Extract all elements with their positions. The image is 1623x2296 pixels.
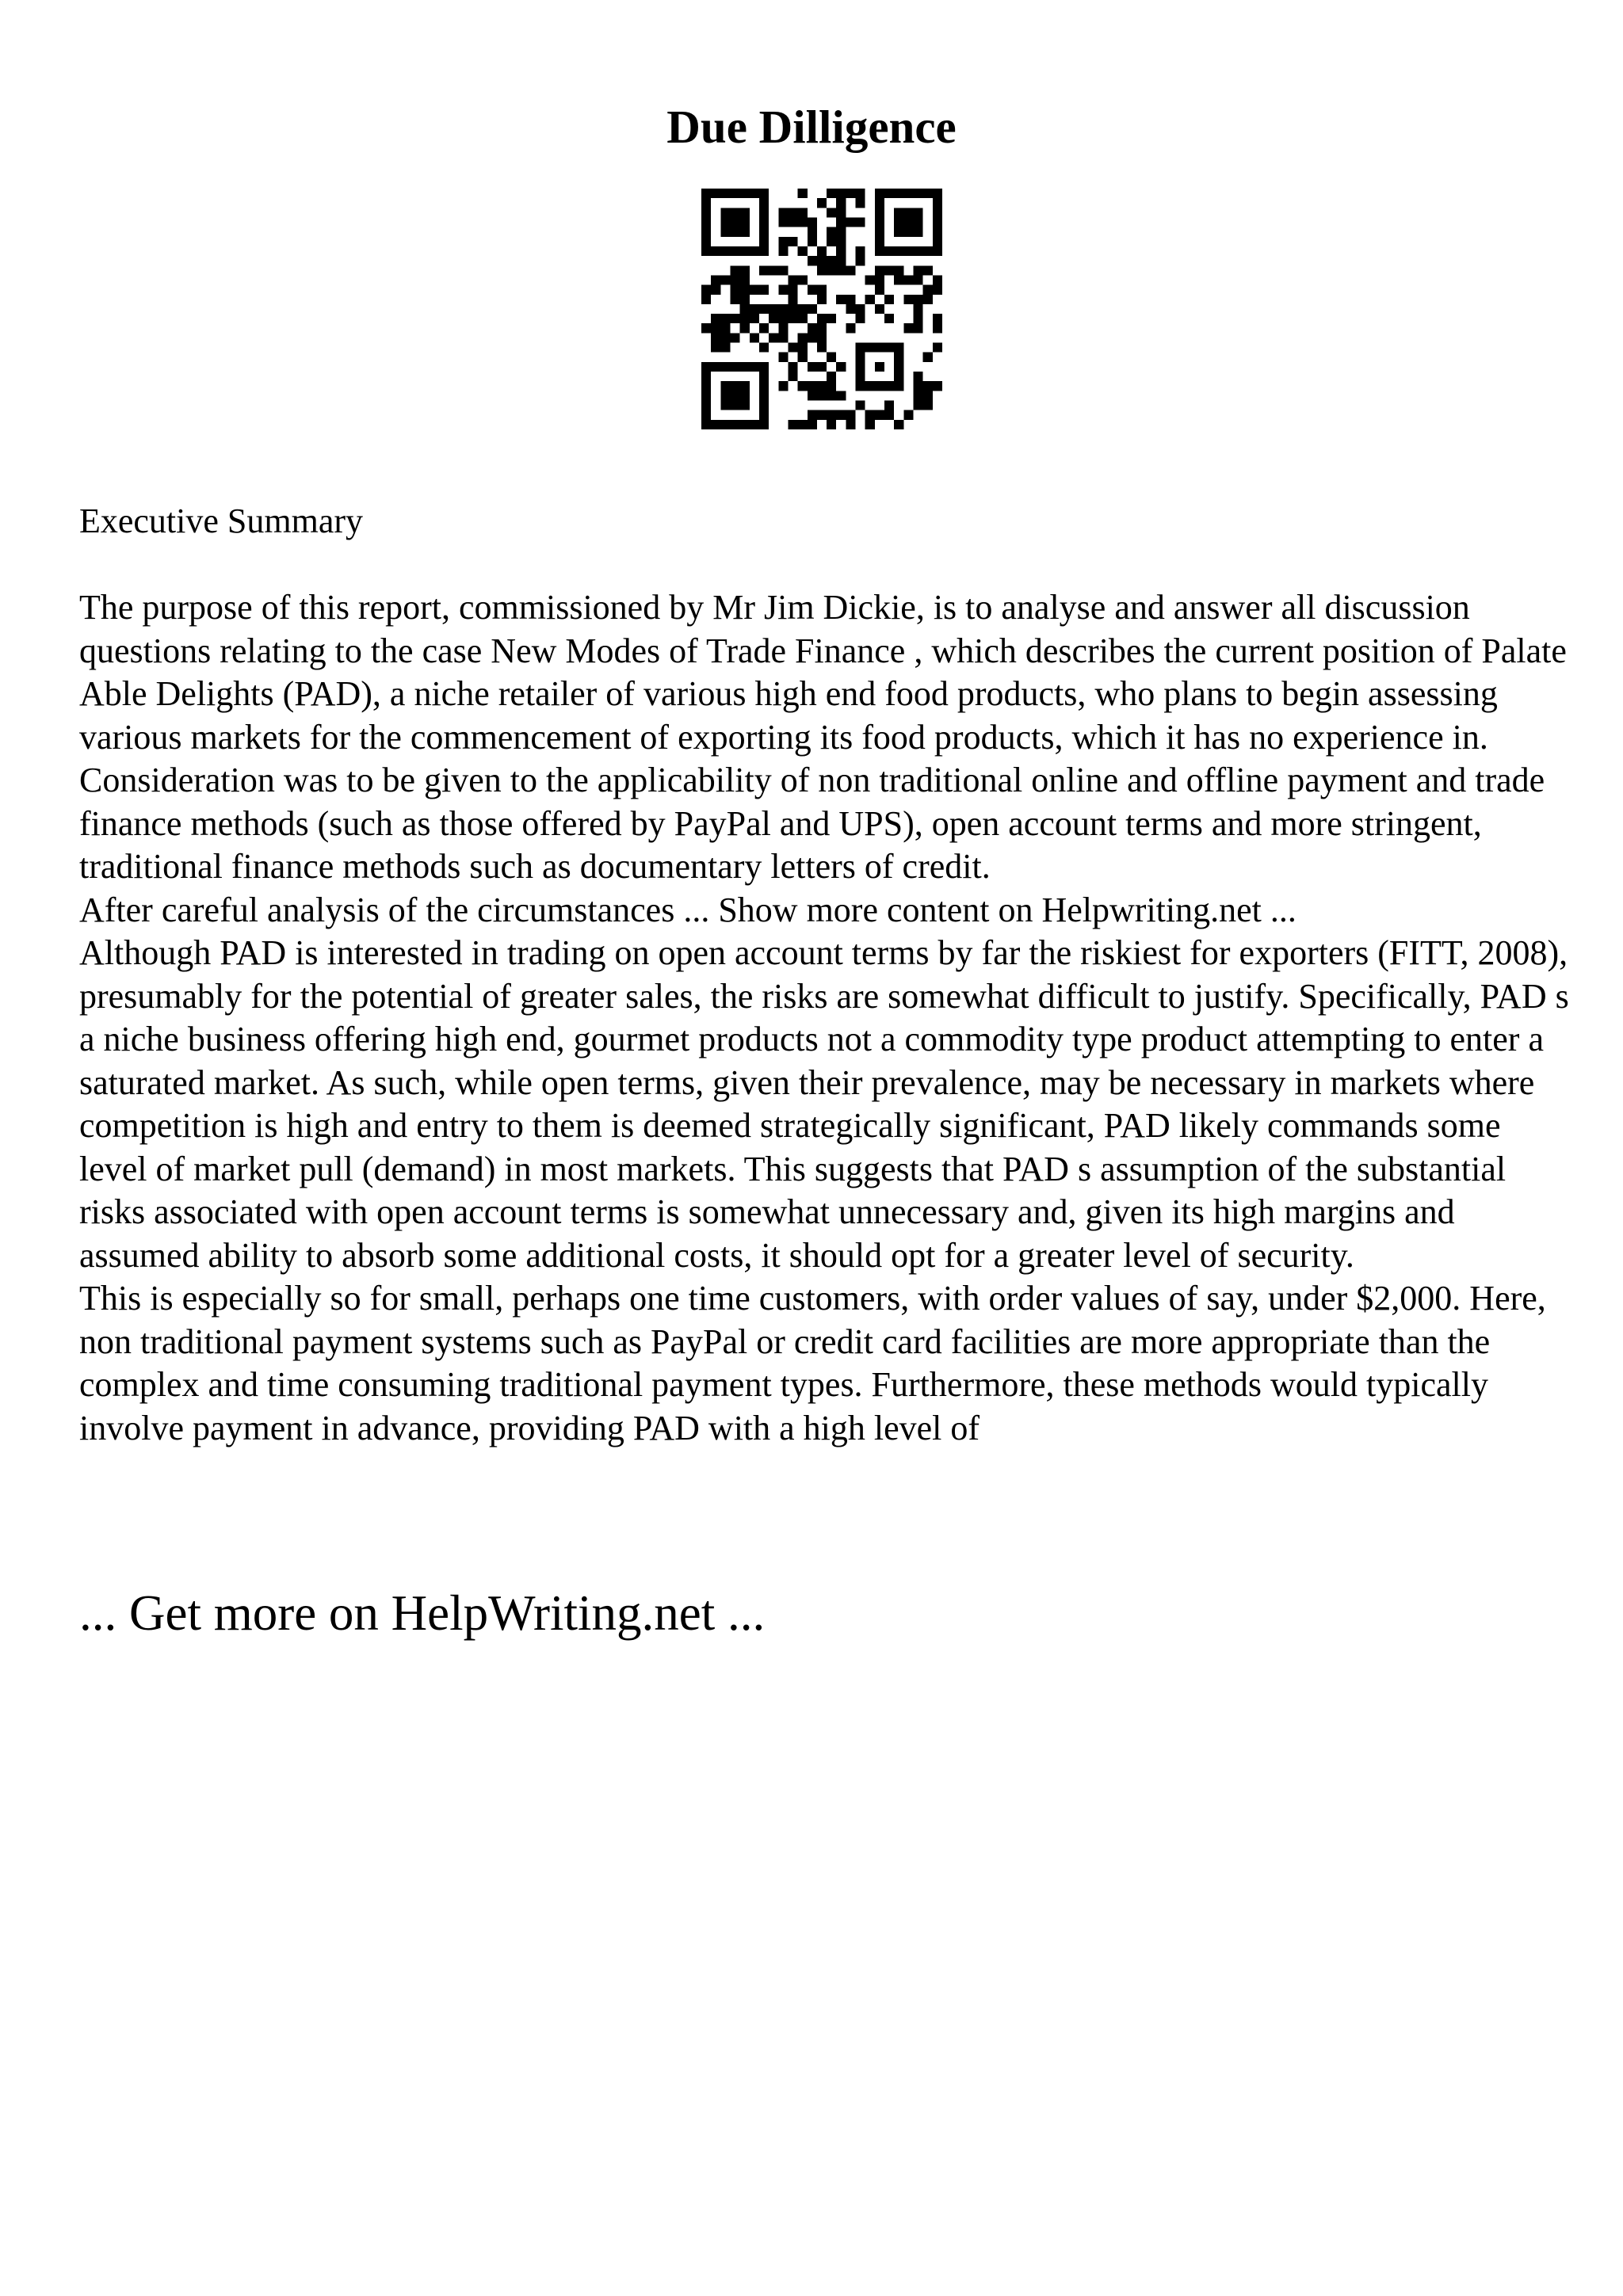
qr-code-icon <box>701 189 942 429</box>
get-more-link[interactable]: ... Get more on HelpWriting.net ... <box>79 1585 766 1641</box>
paragraph-small-customers: This is especially so for small, perhaps one time customers, with order values of say, under $2,000. Here, non traditional payment systems such as PayPal or credit card facilities are more appropriate than the complex and time consuming traditional payment types. Furthermore, these methods would typically involve payment in advance, providing PAD with a high level of <box>79 1279 1546 1447</box>
document-title: Due Dilligence <box>666 101 957 153</box>
paragraph-show-more: After careful analysis of the circumstances ... Show more content on Helpwriting.net ... <box>79 890 1296 929</box>
document-body <box>79 586 1569 1450</box>
paragraph-purpose: The purpose of this report, commissioned by Mr Jim Dickie, is to analyse and answer all discussion questions relating to the case New Modes of Trade Finance , which describes the current position of Palate Able Delights (PAD), a niche retailer of various high end food products, who plans to begin assessing various markets for the commencement of exporting its food products, which it has no experience in. <box>79 588 1567 757</box>
section-heading: Executive Summary <box>79 502 364 540</box>
paragraph-consideration: Consideration was to be given to the applicability of non traditional online and offline payment and trade finance methods (such as those offered by PayPal and UPS), open account terms and more stringent, traditional finance methods such as documentary letters of credit. <box>79 761 1545 886</box>
paragraph-open-account: Although PAD is interested in trading on open account terms by far the riskiest for exporters (FITT, 2008), presumably for the potential of greater sales, the risks are somewhat difficult to justify. Specifically, PAD s a niche business offering high end, gourmet products not a commodity type product attempting to enter a saturated market. As such, while open terms, given their prevalence, may be necessary in markets where competition is high and entry to them is deemed strategically significant, PAD likely commands some level of market pull (demand) in most markets. This suggests that PAD s assumption of the substantial risks associated with open account terms is somewhat unnecessary and, given its high margins and assumed ability to absorb some additional costs, it should opt for a greater level of security. <box>79 933 1569 1275</box>
